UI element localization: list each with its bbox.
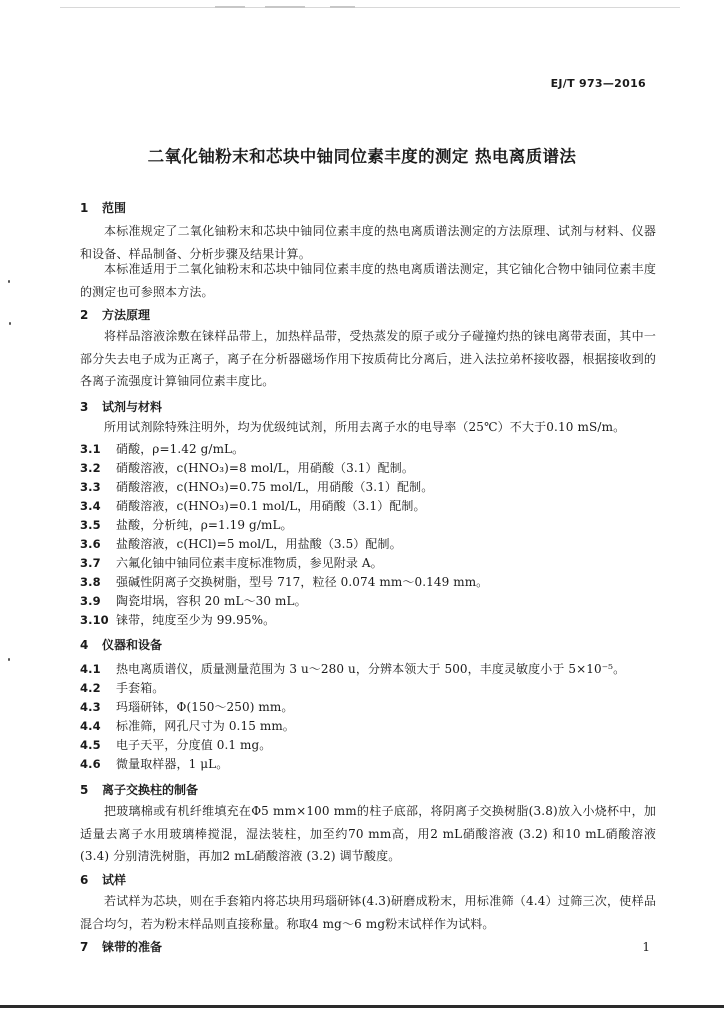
scan-top-edge [60, 7, 680, 8]
section-6-heading [80, 871, 126, 888]
list-item: 3.10 铼带，纯度至少为 99.95%。 [80, 613, 276, 627]
section-number: 4 [80, 638, 89, 652]
list-item: 3.5 盐酸，分析纯，ρ=1.19 g/mL。 [80, 518, 293, 532]
scan-speck [8, 658, 10, 661]
section-number: 6 [80, 873, 89, 887]
standard-code: EJ/T 973—2016 [550, 77, 646, 90]
section-1-paragraph-2: 本标准适用于二氧化铀粉末和芯块中铀同位素丰度的热电离质谱法测定，其它铀化合物中铀同位素丰度的测定也可参照本方法。 [80, 262, 656, 299]
list-item: 3.1 硝酸，ρ=1.42 g/mL。 [80, 442, 245, 456]
section-title: 离子交换柱的制备 [102, 783, 199, 797]
scan-mark [265, 6, 305, 8]
section-1-heading [80, 199, 126, 216]
list-item: 4.5 电子天平，分度值 0.1 mg。 [80, 738, 272, 752]
section-number: 2 [80, 308, 89, 322]
scan-mark [215, 6, 245, 8]
section-title: 试样 [102, 873, 127, 887]
page-number: 1 [642, 940, 650, 954]
list-item: 3.3 硝酸溶液，c(HNO₃)=0.75 mol/L，用硝酸（3.1）配制。 [80, 480, 434, 494]
section-3-heading [80, 398, 162, 415]
section-title: 铼带的准备 [102, 940, 163, 954]
page-title: 二氧化铀粉末和芯块中铀同位素丰度的测定 热电离质谱法 [147, 147, 577, 166]
section-title: 方法原理 [102, 308, 151, 322]
scan-speck [8, 280, 10, 283]
section-6-paragraph: 若试样为芯块，则在手套箱内将芯块用玛瑙研钵(4.3)研磨成粉末，用标准筛（4.4）过筛三次，使样品混合均匀，若为粉末样品则直接称量。称取4 mg～6 mg粉末试样作为试料。 [80, 894, 656, 931]
list-item: 3.9 陶瓷坩埚，容积 20 mL～30 mL。 [80, 594, 307, 608]
section-2-heading [80, 306, 150, 323]
section-4-heading [80, 636, 162, 653]
scan-speck [9, 322, 11, 325]
section-5-heading [80, 781, 198, 798]
list-item: 3.8 强碱性阴离子交换树脂，型号 717，粒径 0.074 mm～0.149 mm。 [80, 575, 489, 589]
section-1-paragraph-1: 本标准规定了二氧化铀粉末和芯块中铀同位素丰度的热电离质谱法测定的方法原理、试剂与材料、仪器和设备、样品制备、分析步骤及结果计算。 [80, 224, 656, 261]
section-number: 1 [80, 201, 89, 215]
section-number: 5 [80, 783, 89, 797]
section-title: 仪器和设备 [102, 638, 163, 652]
list-item: 4.6 微量取样器，1 μL。 [80, 757, 229, 771]
list-item: 4.1 热电离质谱仪，质量测量范围为 3 u～280 u，分辨本领大于 500，丰度灵敏度小于 5×10⁻⁵。 [80, 662, 626, 676]
section-number: 3 [80, 400, 89, 414]
section-5-paragraph: 把玻璃棉或有机纤维填充在Φ5 mm×100 mm的柱子底部，将阴离子交换树脂(3.8)放入小烧杯中，加适量去离子水用玻璃棒搅混，湿法装柱，加至约70 mm高，用2 mL硝酸溶液 (3.2) 和10 mL硝酸溶液 (3.4) 分别清洗树脂，再加2 mL硝酸溶液 (3.2) 调节酸度。 [80, 804, 656, 863]
section-title: 范围 [102, 201, 127, 215]
section-number: 7 [80, 940, 89, 954]
section-3-intro: 所用试剂除特殊注明外，均为优级纯试剂，所用去离子水的电导率（25℃）不大于0.10 mS/m。 [104, 420, 626, 434]
section-7-heading [80, 938, 162, 955]
section-title: 试剂与材料 [102, 400, 163, 414]
list-item: 4.4 标准筛，网孔尺寸为 0.15 mm。 [80, 719, 295, 733]
scan-bottom-edge [0, 1005, 724, 1008]
list-item: 3.4 硝酸溶液，c(HNO₃)=0.1 mol/L，用硝酸（3.1）配制。 [80, 499, 426, 513]
scan-mark [330, 6, 355, 8]
list-item: 3.2 硝酸溶液，c(HNO₃)=8 mol/L，用硝酸（3.1）配制。 [80, 461, 414, 475]
list-item: 3.7 六氟化铀中铀同位素丰度标准物质，参见附录 A。 [80, 556, 383, 570]
list-item: 3.6 盐酸溶液，c(HCl)=5 mol/L，用盐酸（3.5）配制。 [80, 537, 402, 551]
section-2-paragraph: 将样品溶液涂敷在铼样品带上，加热样品带，受热蒸发的原子或分子碰撞灼热的铼电离带表面，其中一部分失去电子成为正离子，离子在分析器磁场作用下按质荷比分离后，进入法拉弟杯接收器，根据接收到的各离子流强度计算铀同位素丰度比。 [80, 329, 656, 388]
list-item: 4.3 玛瑙研钵，Φ(150～250) mm。 [80, 700, 294, 714]
list-item: 4.2 手套箱。 [80, 681, 165, 695]
